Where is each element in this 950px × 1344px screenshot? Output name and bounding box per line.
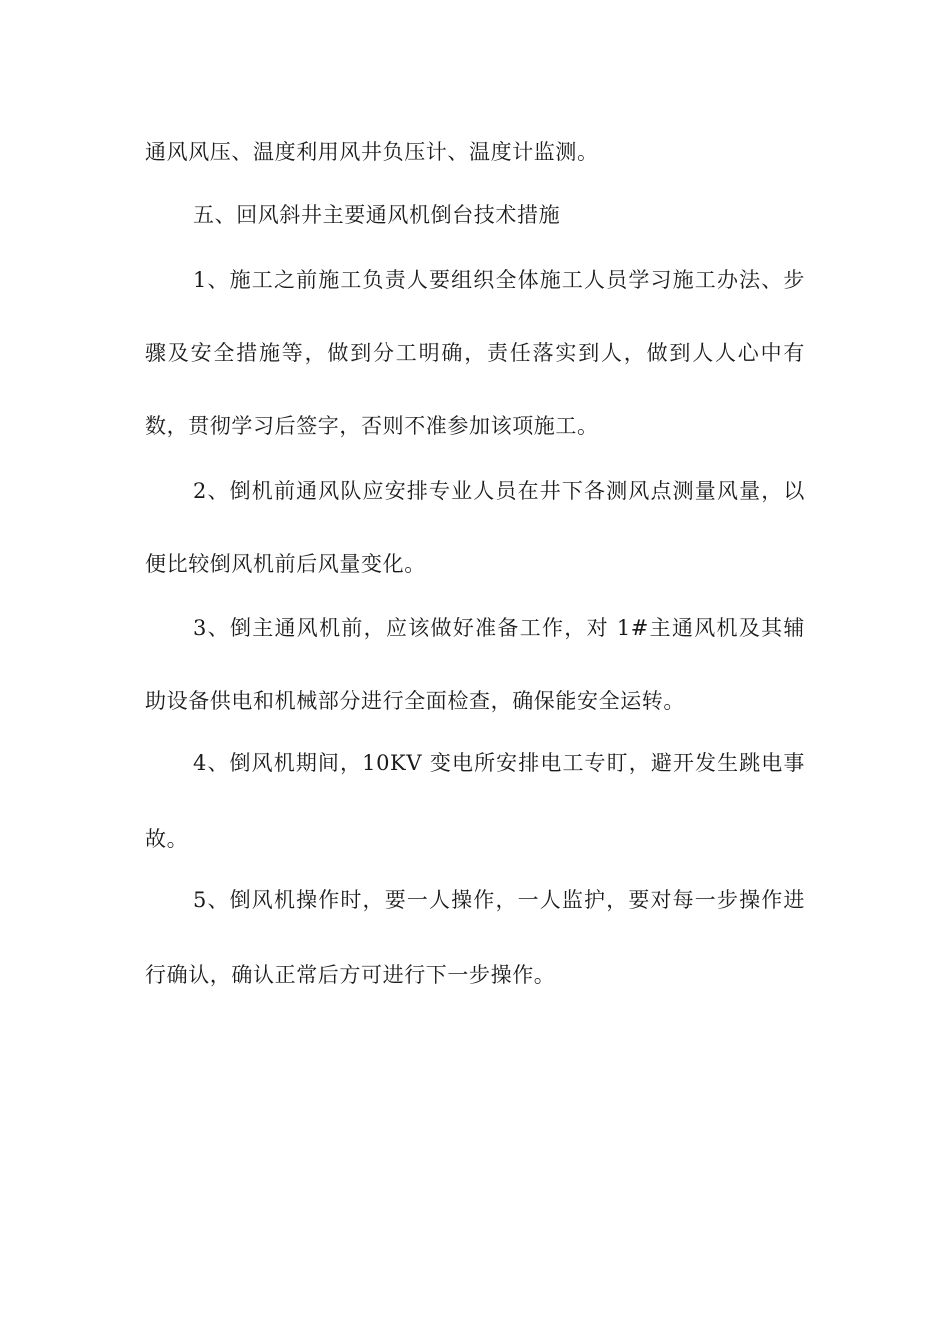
item-5-line-2: 行确认，确认正常后方可进行下一步操作。 (145, 963, 556, 987)
section-heading: 五、回风斜井主要通风机倒台技术措施 (193, 203, 561, 227)
item-1-line-3: 数，贯彻学习后签字，否则不准参加该项施工。 (145, 414, 599, 438)
item-3-line-2: 助设备供电和机械部分进行全面检查，确保能安全运转。 (145, 689, 685, 713)
item-2-line-1: 2、倒机前通风队应安排专业人员在井下各测风点测量风量，以 (193, 479, 805, 503)
continuation-text: 通风风压、温度利用风井负压计、温度计监测。 (145, 140, 599, 164)
item-1-line-2: 骤及安全措施等，做到分工明确，责任落实到人，做到人人心中有 (145, 341, 805, 365)
item-4-line-2: 故。 (145, 827, 189, 851)
item-2-line-2: 便比较倒风机前后风量变化。 (145, 552, 426, 576)
item-4-line-1: 4、倒风机期间，10KV 变电所安排电工专盯，避开发生跳电事 (193, 751, 805, 775)
item-1-line-1: 1、施工之前施工负责人要组织全体施工人员学习施工办法、步 (193, 268, 805, 292)
item-3-line-1: 3、倒主通风机前，应该做好准备工作，对 1#主通风机及其辅 (193, 616, 805, 640)
item-5-line-1: 5、倒风机操作时，要一人操作，一人监护，要对每一步操作进 (193, 888, 805, 912)
